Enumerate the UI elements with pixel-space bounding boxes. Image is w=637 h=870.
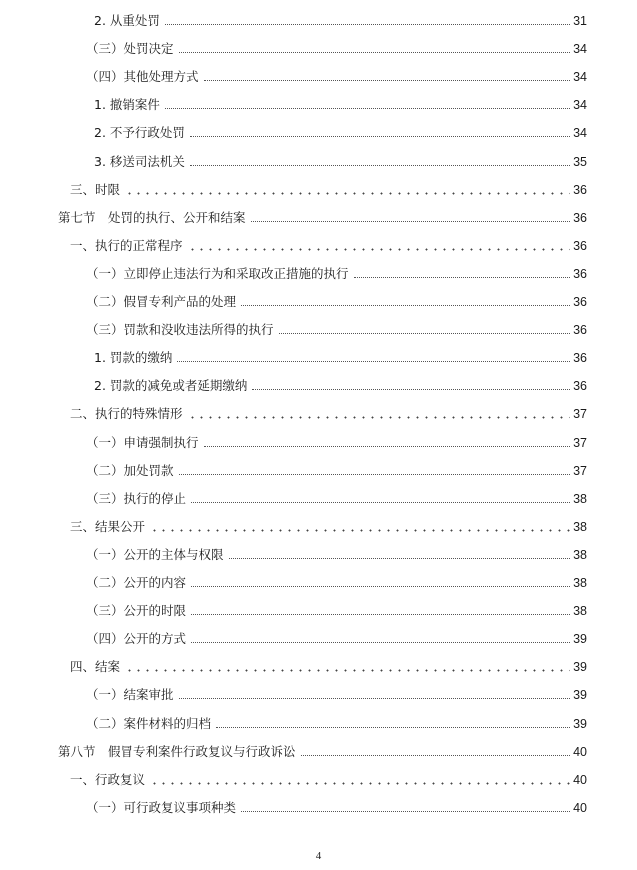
page-number: 4 — [315, 850, 322, 862]
toc-dot-leader — [204, 80, 571, 81]
toc-dot-leader — [354, 277, 571, 278]
toc-dot-leader — [179, 698, 571, 699]
toc-entry-title: （一）可行政复议事项种类 — [86, 799, 237, 815]
toc-entry[interactable] — [86, 293, 587, 311]
toc-dot-leader — [179, 474, 571, 475]
toc-entry-page: 37 — [573, 435, 587, 450]
toc-entry[interactable] — [94, 377, 587, 395]
toc-entry[interactable] — [86, 434, 587, 452]
toc-entry-title: （三）公开的时限 — [86, 603, 187, 619]
toc-entry-page: 36 — [573, 238, 587, 253]
toc-dot-leader — [125, 192, 570, 195]
toc-entry-page: 36 — [573, 182, 587, 197]
toc-entry[interactable] — [86, 602, 587, 620]
toc-entry[interactable] — [86, 40, 587, 58]
toc-entry[interactable] — [86, 462, 587, 480]
toc-entry-title: （一）公开的主体与权限 — [86, 546, 224, 562]
toc-dot-leader — [191, 586, 570, 587]
toc-entry[interactable] — [70, 518, 587, 536]
toc-dot-leader — [188, 248, 571, 251]
toc-entry-page: 36 — [573, 295, 587, 309]
toc-entry-page: 36 — [573, 210, 587, 225]
toc-entry-page: 38 — [573, 576, 587, 590]
toc-entry-title: （二）假冒专利产品的处理 — [86, 294, 237, 309]
toc-entry-page: 39 — [573, 660, 587, 675]
toc-entry-page: 39 — [573, 716, 587, 731]
toc-entry-title: 3. 移送司法机关 — [94, 153, 185, 169]
toc-entry-page: 36 — [573, 323, 587, 338]
toc-entry-title: 第八节 假冒专利案件行政复议与行政诉讼 — [58, 743, 296, 759]
toc-dot-leader — [191, 614, 570, 615]
toc-entry-page: 35 — [573, 154, 587, 169]
toc-entry-page: 38 — [573, 604, 587, 619]
toc-dot-leader — [188, 416, 571, 419]
toc-entry-title: 1. 撤销案件 — [94, 97, 160, 113]
toc-entry-page: 36 — [573, 379, 587, 394]
toc-entry-title: （二）案件材料的归档 — [86, 715, 212, 731]
toc-entry-title: 2. 从重处罚 — [94, 13, 160, 28]
toc-entry[interactable] — [86, 265, 587, 283]
toc-entry-page: 39 — [573, 632, 587, 647]
toc-entry[interactable] — [70, 181, 587, 199]
toc-entry-page: 40 — [573, 744, 587, 759]
toc-entry[interactable] — [94, 96, 587, 114]
toc-entry-page: 40 — [573, 772, 587, 787]
toc-entry-title: 一、行政复议 — [70, 771, 146, 787]
toc-entry-page: 38 — [573, 519, 587, 534]
toc-entry[interactable] — [94, 349, 587, 367]
toc-entry[interactable] — [94, 153, 587, 171]
toc-dot-leader — [301, 755, 571, 756]
toc-entry-page: 37 — [573, 407, 587, 422]
toc-entry-page: 34 — [573, 70, 587, 85]
toc-dot-leader — [191, 502, 570, 503]
toc-entry-title: （一）立即停止违法行为和采取改正措施的执行 — [86, 265, 349, 281]
toc-dot-leader — [279, 333, 571, 334]
toc-entry[interactable] — [70, 405, 587, 423]
toc-entry-page: 31 — [573, 14, 587, 28]
toc-entry-title: 一、执行的正常程序 — [70, 237, 183, 253]
toc-entry[interactable] — [86, 799, 587, 817]
toc-entry-title: 二、执行的特殊情形 — [70, 406, 183, 422]
toc-entry[interactable] — [86, 546, 587, 564]
toc-entry-title: （四）公开的方式 — [86, 631, 187, 647]
toc-entry[interactable] — [94, 124, 587, 142]
toc-entry[interactable] — [94, 12, 587, 30]
toc-entry-title: （三）罚款和没收违法所得的执行 — [86, 322, 274, 338]
toc-dot-leader — [150, 782, 570, 785]
toc-entry-page: 40 — [573, 800, 587, 815]
toc-entry-page: 39 — [573, 688, 587, 703]
toc-entry-page: 36 — [573, 266, 587, 281]
toc-entry[interactable] — [86, 574, 587, 592]
toc-entry-title: （四）其他处理方式 — [86, 69, 199, 85]
toc-dot-leader — [229, 558, 571, 559]
toc-entry-title: 第七节 处罚的执行、公开和结案 — [58, 209, 246, 225]
toc-dot-leader — [216, 727, 570, 728]
toc-dot-leader — [252, 389, 570, 390]
toc-entry[interactable] — [86, 686, 587, 704]
toc-dot-leader — [165, 24, 570, 25]
toc-entry-page: 37 — [573, 463, 587, 478]
toc-entry-page: 34 — [573, 126, 587, 141]
toc-dot-leader — [241, 811, 570, 812]
toc-dot-leader — [179, 52, 571, 53]
toc-entry-title: 1. 罚款的缴纳 — [94, 350, 173, 366]
toc-entry-title: 三、时限 — [70, 181, 121, 197]
toc-entry-page: 34 — [573, 42, 587, 57]
toc-entry-title: （一）申请强制执行 — [86, 434, 199, 450]
toc-entry-title: 2. 罚款的减免或者延期缴纳 — [94, 378, 248, 394]
toc-dot-leader — [125, 669, 570, 672]
toc-entry[interactable] — [58, 209, 587, 227]
toc-entry[interactable] — [70, 771, 587, 789]
toc-entry-title: 四、结案 — [70, 659, 121, 675]
toc-dot-leader — [150, 529, 570, 532]
toc-entry[interactable] — [86, 715, 587, 733]
toc-entry[interactable] — [86, 490, 587, 508]
toc-entry-title: 三、结果公开 — [70, 518, 146, 534]
toc-entry-title: （三）执行的停止 — [86, 490, 187, 506]
toc-dot-leader — [165, 108, 570, 109]
toc-entry-title: （二）加处罚款 — [86, 462, 174, 478]
toc-dot-leader — [251, 221, 571, 222]
toc-dot-leader — [190, 136, 570, 137]
toc-dot-leader — [241, 305, 570, 306]
toc-dot-leader — [191, 642, 570, 643]
toc-entry-page: 34 — [573, 98, 587, 113]
toc-entry[interactable] — [70, 237, 587, 255]
toc-entry[interactable] — [86, 630, 587, 648]
toc-entry-page: 38 — [573, 491, 587, 506]
toc-entry-title: （三）处罚决定 — [86, 41, 174, 57]
toc-entry-title: （二）公开的内容 — [86, 575, 187, 590]
toc-entry[interactable] — [58, 743, 587, 761]
toc-entry-page: 36 — [573, 351, 587, 366]
toc-entry-title: （一）结案审批 — [86, 687, 174, 703]
toc-dot-leader — [204, 446, 571, 447]
toc-dot-leader — [177, 361, 570, 362]
toc-entry[interactable] — [86, 321, 587, 339]
toc-entry-page: 38 — [573, 547, 587, 562]
toc-entry-title: 2. 不予行政处罚 — [94, 125, 185, 141]
toc-entry[interactable] — [70, 658, 587, 676]
toc-dot-leader — [190, 165, 570, 166]
toc-entry[interactable] — [86, 68, 587, 86]
